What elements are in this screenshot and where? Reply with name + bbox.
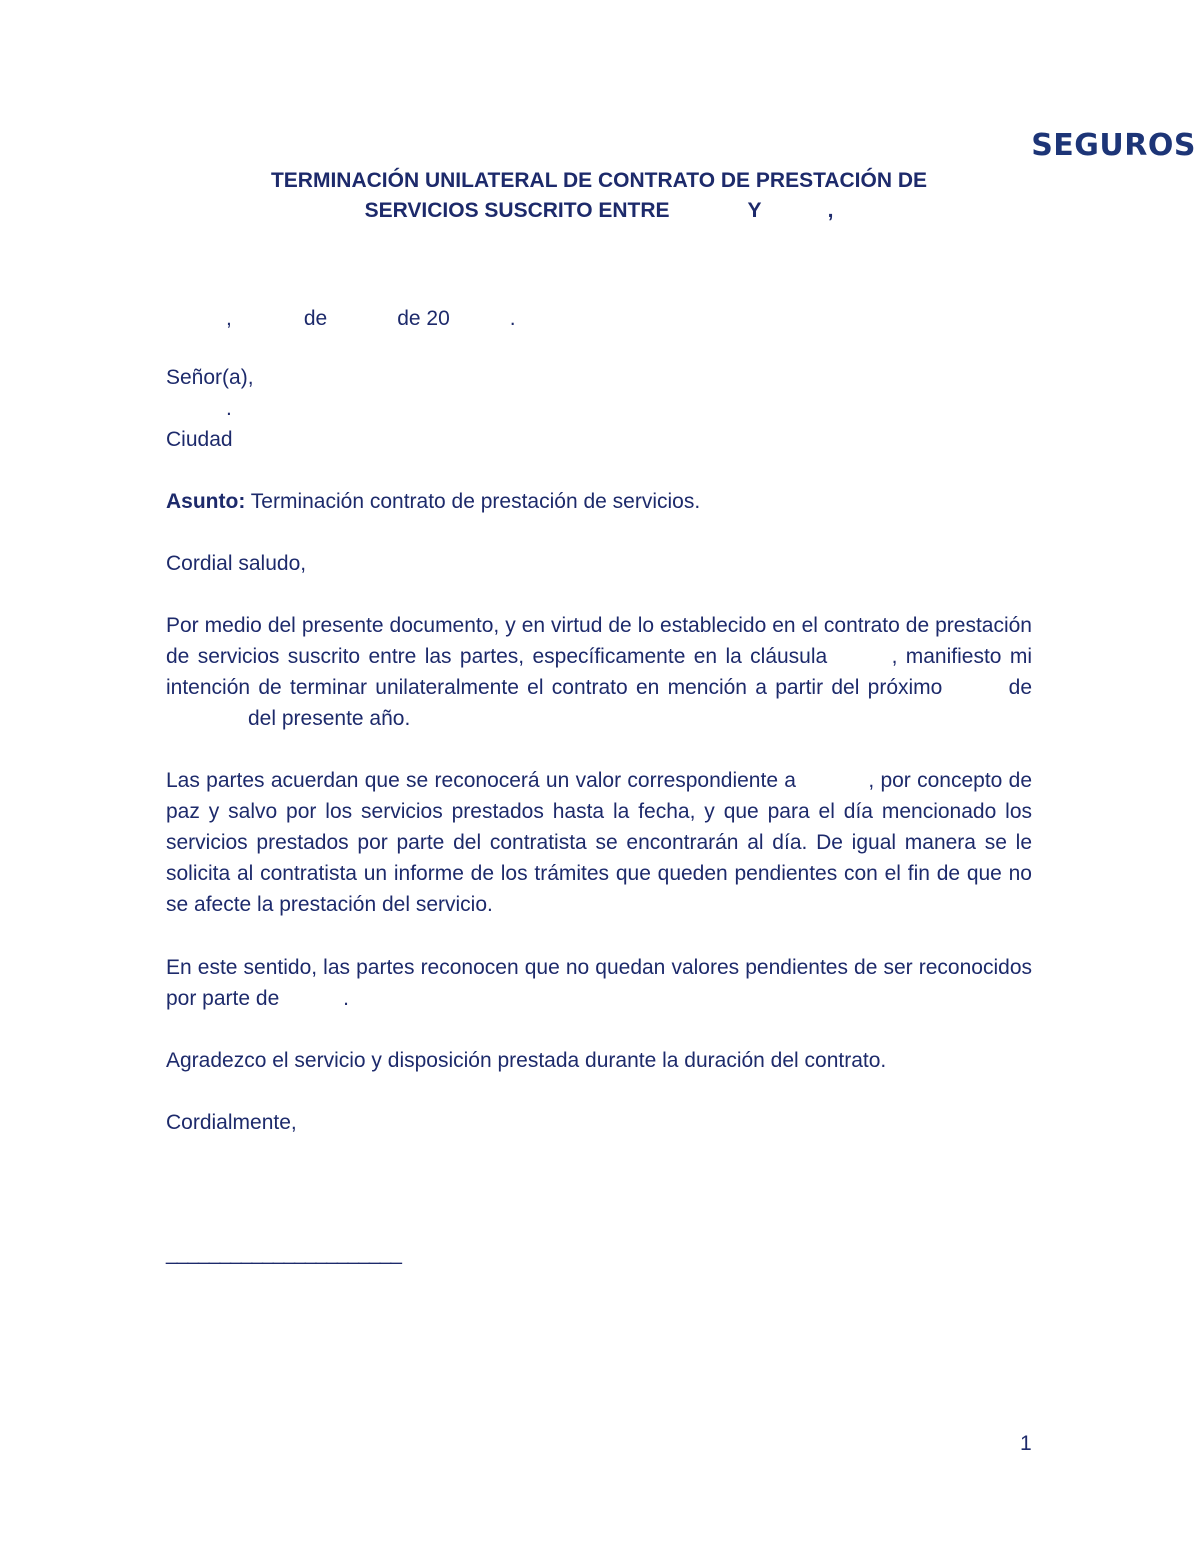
paragraph-3-part-1: En este sentido, las partes reconocen que no quedan valores pendientes de ser reconocidos por parte de bbox=[166, 956, 1032, 1010]
title-line-2 bbox=[166, 196, 1032, 226]
paragraph-2-part-1: Las partes acuerdan que se reconocerá un valor correspondiente a bbox=[166, 769, 796, 792]
paragraph-1-part-1: Por medio del presente documento, y en virtud de lo establecido en el contrato de prestación de servicios suscrito entre las partes, específicamente en la cláusula bbox=[166, 614, 1032, 668]
title-line-2-start: SERVICIOS SUSCRITO ENTRE bbox=[364, 199, 670, 222]
date-de-2: de 20 bbox=[397, 307, 450, 330]
recipient-city: Ciudad bbox=[166, 428, 233, 451]
title-line-1: TERMINACIÓN UNILATERAL DE CONTRATO DE PRESTACIÓN DE bbox=[270, 169, 928, 192]
brand-logo: SEGUROS bbox=[1031, 128, 1196, 163]
title-line-2-mid: Y bbox=[747, 199, 762, 222]
paragraph-1-part-2: , manifiesto mi intención de terminar unilateralmente el contrato en mención a partir del próximo bbox=[166, 645, 1032, 699]
closing: Cordialmente, bbox=[166, 1111, 297, 1134]
subject-line bbox=[166, 486, 700, 517]
recipient-salutation: Señor(a), bbox=[166, 366, 254, 389]
date-line bbox=[166, 303, 516, 334]
date-de-1: de bbox=[303, 307, 328, 330]
date-period: . bbox=[509, 307, 516, 330]
title-line-2-end: , bbox=[827, 199, 834, 222]
paragraph-1-part-3: de bbox=[1008, 676, 1032, 699]
paragraph-3 bbox=[166, 952, 1032, 1014]
page-number: 1 bbox=[1020, 1432, 1032, 1455]
paragraph-3-part-2: . bbox=[343, 987, 349, 1010]
paragraph-2 bbox=[166, 765, 1032, 920]
subject-text: Terminación contrato de prestación de servicios. bbox=[245, 490, 701, 513]
paragraph-4: Agradezco el servicio y disposición prestada durante la duración del contrato. bbox=[166, 1049, 887, 1072]
document-title bbox=[166, 166, 1032, 226]
signature-line: ______________________ bbox=[166, 1242, 401, 1265]
date-comma: , bbox=[226, 307, 232, 330]
paragraph-2-part-2: , por concepto de paz y salvo por los servicios prestados hasta la fecha, y que para el día mencionado los servicios prestados por parte del contratista se encontrarán al día. De igual manera se le solicita al contratista un informe de los trámites que queden pendientes con el fin de que no se afecte la prestación del servicio. bbox=[166, 769, 1033, 916]
recipient-dot: . bbox=[226, 397, 232, 420]
recipient-name-line bbox=[166, 393, 232, 424]
subject-label: Asunto: bbox=[166, 490, 246, 513]
greeting: Cordial saludo, bbox=[166, 552, 307, 575]
paragraph-1 bbox=[166, 610, 1032, 734]
paragraph-1-part-4: del presente año. bbox=[248, 707, 411, 730]
